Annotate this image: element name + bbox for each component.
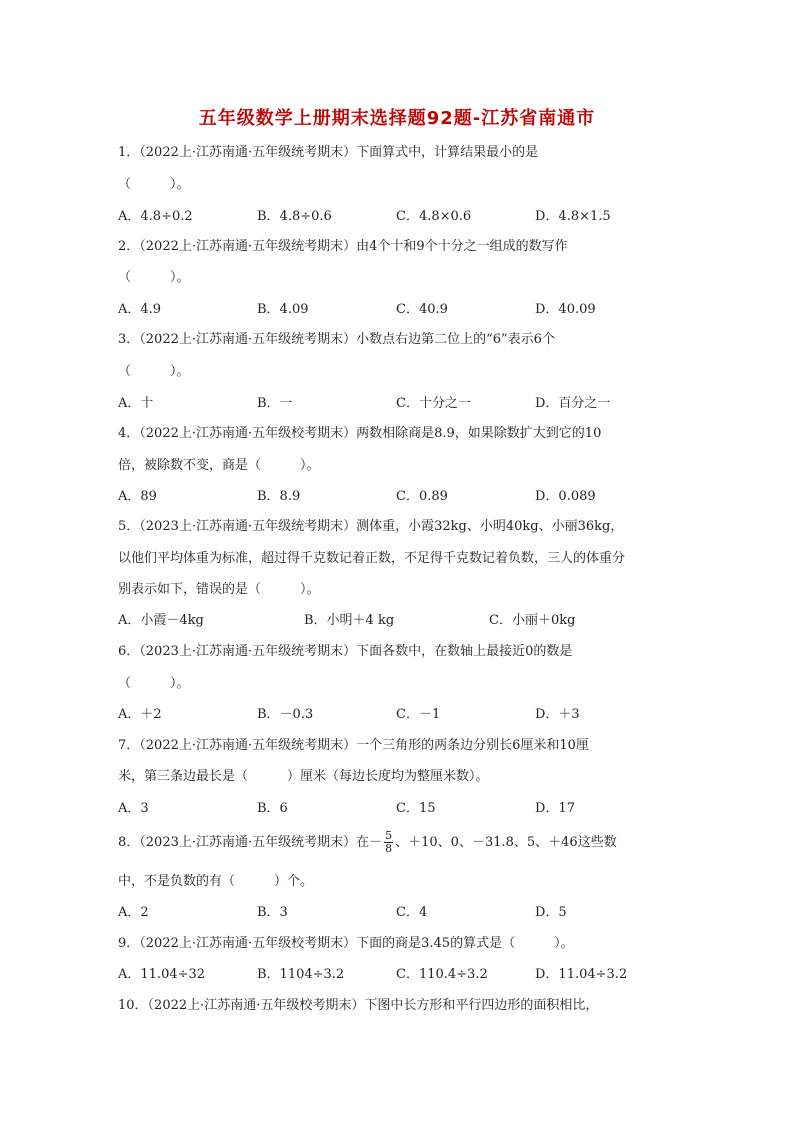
question-1-option-b: B．4.8÷0.6 xyxy=(257,209,332,224)
question-3-option-d: D．百分之一 xyxy=(535,396,611,411)
question-5-line-1: 5．（2023上·江苏南通·五年级统考期末）测体重，小霞32kg、小明40kg、小丽36kg， xyxy=(118,519,624,534)
question-5-option-b: B．小明＋4 kg xyxy=(304,613,395,628)
fraction xyxy=(384,830,393,855)
question-6-option-d: D．＋3 xyxy=(535,707,580,722)
question-7-line-1: 7．（2022上·江苏南通·五年级统考期末）一个三角形的两条边分别长6厘米和10厘 xyxy=(118,738,589,753)
question-4-option-c: C．0.89 xyxy=(396,489,448,504)
question-2-line-2: （ ）。 xyxy=(118,270,190,285)
question-3-option-b: B．一 xyxy=(257,396,293,411)
question-2-option-d: D．40.09 xyxy=(535,302,596,317)
question-7-option-c: C．15 xyxy=(396,801,436,816)
question-8-option-a: A．2 xyxy=(118,905,149,920)
question-2-option-c: C．40.9 xyxy=(396,302,448,317)
question-4-option-b: B．8.9 xyxy=(257,489,301,504)
question-4-line-1: 4．（2022上·江苏南通·五年级校考期末）两数相除商是8.9，如果除数扩大到它的10 xyxy=(118,426,602,441)
question-9-option-d: D．11.04÷3.2 xyxy=(535,967,628,982)
question-8-line-1-post: 、＋10、0、－31.8、5、＋46这些数 xyxy=(395,835,617,850)
question-9-line-1: 9．（2022上·江苏南通·五年级校考期末）下面的商是3.45的算式是（ ）。 xyxy=(118,936,574,951)
question-6-option-b: B．－0.3 xyxy=(257,707,314,722)
question-7-option-d: D．17 xyxy=(535,801,575,816)
question-5-option-c: C．小丽＋0kg xyxy=(489,613,576,628)
question-8-option-d: D．5 xyxy=(535,905,567,920)
question-8-line-1-pre: 8．（2023上·江苏南通·五年级统考期末）在－ xyxy=(118,835,383,850)
question-2-line-1: 2．（2022上·江苏南通·五年级统考期末）由4个十和9个十分之一组成的数写作 xyxy=(118,239,568,254)
question-9-option-b: B．1104÷3.2 xyxy=(257,967,345,982)
question-2-option-a: A．4.9 xyxy=(118,302,162,317)
question-8-option-b: B．3 xyxy=(257,905,288,920)
fraction-numerator: 5 xyxy=(385,829,393,842)
question-1-option-d: D．4.8×1.5 xyxy=(535,209,611,224)
question-3-option-c: C．十分之一 xyxy=(396,396,471,411)
page-title: 五年级数学上册期末选择题92题-江苏省南通市 xyxy=(198,108,596,129)
question-1-line-2: （ ）。 xyxy=(118,177,190,192)
question-3-line-2: （ ）。 xyxy=(118,364,190,379)
question-6-line-1: 6．（2023上·江苏南通·五年级统考期末）下面各数中，在数轴上最接近0的数是 xyxy=(118,644,573,659)
question-7-option-a: A．3 xyxy=(118,801,149,816)
question-7-line-2: 米，第三条边最长是（ ）厘米（每边长度均为整厘米数）。 xyxy=(118,769,489,784)
question-3-option-a: A．十 xyxy=(118,396,154,411)
question-1-option-c: C．4.8×0.6 xyxy=(396,209,472,224)
question-5-line-2: 以他们平均体重为标准，超过得千克数记着正数，不足得千克数记着负数，三人的体重分 xyxy=(118,551,626,566)
question-9-option-a: A．11.04÷32 xyxy=(118,967,206,982)
question-9-option-c: C．110.4÷3.2 xyxy=(396,967,488,982)
question-4-line-2: 倍，被除数不变，商是（ ）。 xyxy=(118,458,320,473)
question-8-option-c: C．4 xyxy=(396,905,428,920)
question-10-line-1: 10．（2022上·江苏南通·五年级校考期末）下图中长方形和平行四边形的面积相比， xyxy=(118,998,599,1013)
question-4-option-a: A．89 xyxy=(118,489,157,504)
question-7-option-b: B．6 xyxy=(257,801,288,816)
question-5-line-3: 别表示如下，错误的是（ ）。 xyxy=(118,582,320,597)
question-4-option-d: D．0.089 xyxy=(535,489,596,504)
question-2-option-b: B．4.09 xyxy=(257,302,309,317)
question-6-option-c: C．－1 xyxy=(396,707,441,722)
question-8-line-1 xyxy=(118,828,617,858)
question-6-line-2: （ ）。 xyxy=(118,676,190,691)
fraction-denominator: 8 xyxy=(385,842,393,855)
question-6-option-a: A．＋2 xyxy=(118,707,162,722)
question-5-option-a: A．小霞－4kg xyxy=(118,613,204,628)
question-1-line-1: 1．（2022上·江苏南通·五年级统考期末）下面算式中，计算结果最小的是 xyxy=(118,145,539,160)
question-3-line-1: 3．（2022上·江苏南通·五年级统考期末）小数点右边第二位上的“6”表示6个 xyxy=(118,332,555,347)
question-8-line-2: 中，不是负数的有（ ）个。 xyxy=(118,874,314,889)
question-1-option-a: A．4.8÷0.2 xyxy=(118,209,193,224)
